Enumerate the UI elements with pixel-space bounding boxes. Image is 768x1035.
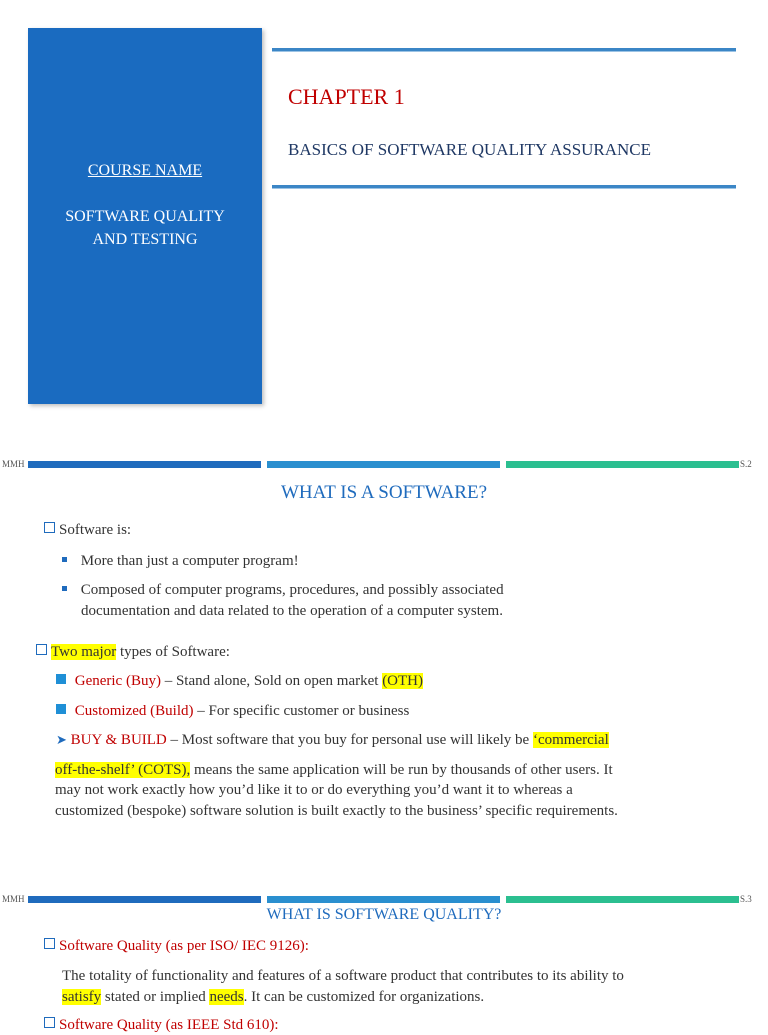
square-bullet-icon bbox=[56, 674, 66, 684]
chapter-title: CHAPTER 1 bbox=[288, 84, 405, 109]
top-divider bbox=[272, 48, 736, 52]
generic-item: Generic (Buy) – Stand alone, Sold on open market (OTH) bbox=[56, 671, 423, 691]
slide3-heading: WHAT IS SOFTWARE QUALITY? bbox=[266, 906, 502, 923]
arrow-bullet-icon: ➤ bbox=[56, 732, 67, 747]
square-bullet-icon bbox=[62, 586, 67, 591]
slide-tag-left: MMH bbox=[2, 894, 25, 904]
separator-bar-3 bbox=[506, 896, 739, 903]
course-panel bbox=[28, 28, 262, 404]
separator-bar-3 bbox=[506, 461, 739, 468]
checkbox-bullet-icon bbox=[44, 522, 55, 533]
slide-number: S.2 bbox=[740, 459, 752, 469]
software-types-item: Two major types of Software: bbox=[36, 642, 230, 662]
bottom-divider bbox=[272, 185, 736, 189]
definition-line: The totality of functionality and features of a software product that contributes to its ability to bbox=[62, 968, 624, 984]
course-label: COURSE NAME bbox=[87, 162, 203, 179]
buy-build-line: customized (bespoke) software solution is built exactly to the business’ specific requirements. bbox=[55, 803, 618, 819]
buy-build-line: may not work exactly how you’d like it to or do everything you’d want it to whereas a bbox=[55, 782, 573, 798]
chapter-subtitle: BASICS OF SOFTWARE QUALITY ASSURANCE bbox=[288, 140, 652, 159]
quality-iso-item: Software Quality (as per ISO/ IEC 9126): bbox=[44, 936, 309, 956]
checkbox-bullet-icon bbox=[36, 644, 47, 655]
separator-bar-2 bbox=[267, 461, 500, 468]
square-bullet-icon bbox=[56, 704, 66, 714]
course-title: SOFTWARE QUALITY AND TESTING bbox=[65, 208, 225, 248]
square-bullet-icon bbox=[62, 557, 67, 562]
bullet-item: Composed of computer programs, procedures, and possibly associated bbox=[62, 580, 504, 600]
buy-build-item: ➤ BUY & BUILD – Most software that you buy for personal use will likely be ‘commercial bbox=[56, 732, 609, 748]
separator-bar-1 bbox=[28, 896, 261, 903]
bullet-item: More than just a computer program! bbox=[62, 551, 299, 571]
bullet-continuation: documentation and data related to the operation of a computer system. bbox=[81, 603, 503, 619]
separator-bar-1 bbox=[28, 461, 261, 468]
customized-item: Customized (Build) – For specific customer or business bbox=[56, 701, 409, 721]
slide2-heading: WHAT IS A SOFTWARE? bbox=[280, 482, 488, 503]
slide-number: S.3 bbox=[740, 894, 752, 904]
slide-tag-left: MMH bbox=[2, 459, 25, 469]
definition-line: satisfy stated or implied needs. It can be customized for organizations. bbox=[62, 989, 485, 1005]
checkbox-bullet-icon bbox=[44, 938, 55, 949]
software-is-item: Software is: bbox=[44, 520, 131, 540]
buy-build-line: off-the-shelf’ (COTS), means the same application will be run by thousands of other users. It bbox=[55, 762, 613, 778]
checkbox-bullet-icon bbox=[44, 1017, 55, 1028]
quality-ieee-item: Software Quality (as IEEE Std 610): bbox=[44, 1015, 279, 1035]
separator-bar-2 bbox=[267, 896, 500, 903]
